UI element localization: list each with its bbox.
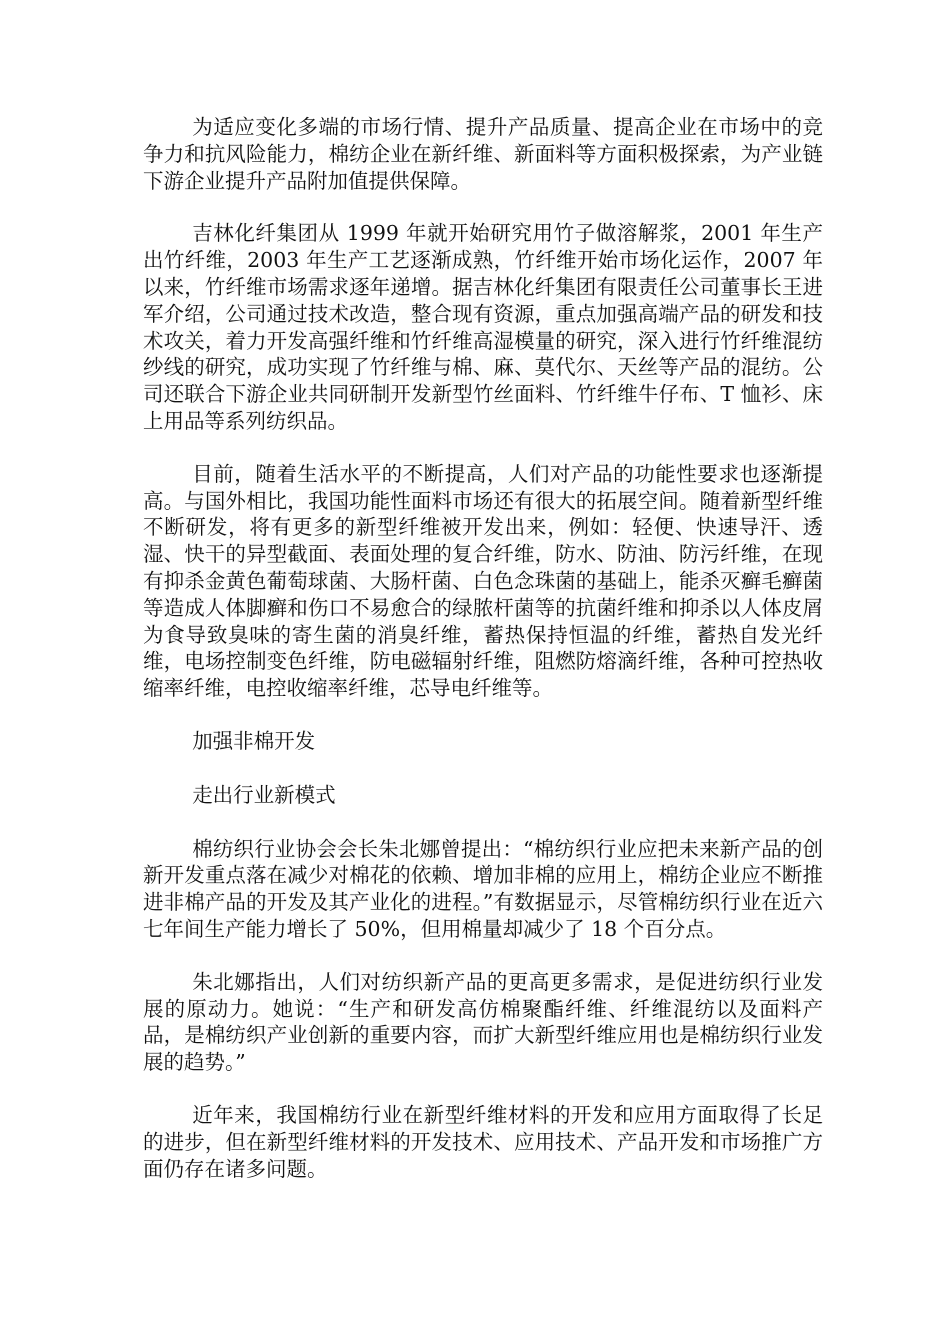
article-body: [143, 114, 823, 1182]
section-heading-new-model: 走出行业新模式: [192, 782, 336, 807]
paragraph-demand-driver: 朱北娜指出，人们对纺织新产品的更高更多需求，是促进纺织行业发展的原动力。她说：“生产和研发高仿棉聚酯纤维、纤维混纺以及面料产品，是棉纺织产业创新的重要内容，而扩大新型纤维应用也是棉纺织行业发展的趋势。”: [143, 969, 823, 1075]
paragraph-market-adaptation: 为适应变化多端的市场行情、提升产品质量、提高企业在市场中的竞争力和抗风险能力，棉纺企业在新纤维、新面料等方面积极探索，为产业链下游企业提升产品附加值提供保障。: [143, 115, 823, 193]
paragraph-association-statement: 棉纺织行业协会会长朱北娜曾提出：“棉纺织行业应把未来新产品的创新开发重点落在减少对棉花的依赖、增加非棉的应用上，棉纺企业应不断推进非棉产品的开发及其产业化的进程。”有数据显示，尽管棉纺织行业在近六七年间生产能力增长了 50%，但用棉量却减少了 18 个百分点。: [143, 836, 823, 941]
section-heading-non-cotton: 加强非棉开发: [192, 728, 316, 753]
paragraph-recent-progress: 近年来，我国棉纺行业在新型纤维材料的开发和应用方面取得了长足的进步，但在新型纤维材料的开发技术、应用技术、产品开发和市场推广方面仍存在诸多问题。: [143, 1102, 823, 1181]
paragraph-functional-fibers: 目前，随着生活水平的不断提高，人们对产品的功能性要求也逐渐提高。与国外相比，我国功能性面料市场还有很大的拓展空间。随着新型纤维不断研发，将有更多的新型纤维被开发出来，例如：轻便、快速导汗、透湿、快干的异型截面、表面处理的复合纤维，防水、防油、防污纤维，在现有抑杀金黄色葡萄球菌、大肠杆菌、白色念珠菌的基础上，能杀灭癣毛癣菌等造成人体脚癣和伤口不易愈合的绿脓杆菌等的抗菌纤维和抑杀以人体皮屑为食导致臭味的寄生菌的消臭纤维，蓄热保持恒温的纤维，蓄热自发光纤维，电场控制变色纤维，防电磁辐射纤维，阻燃防熔滴纤维，各种可控热收缩率纤维，电控收缩率纤维，芯导电纤维等。: [143, 461, 823, 701]
paragraph-jilin-bamboo-fiber: 吉林化纤集团从 1999 年就开始研究用竹子做溶解浆，2001 年生产出竹纤维，2003 年生产工艺逐渐成熟，竹纤维开始市场化运作，2007 年以来，竹纤维市场需求逐年递增。据吉林化纤集团有限责任公司董事长王进军介绍，公司通过技术改造，整合现有资源，重点加强高端产品的研发和技术攻关，着力开发高强纤维和竹纤维高湿模量的研究，深入进行竹纤维混纺纱线的研究，成功实现了竹纤维与棉、麻、莫代尔、天丝等产品的混纺。公司还联合下游企业共同研制开发新型竹丝面料、竹纤维牛仔布、T 恤衫、床上用品等系列纺织品。: [143, 221, 823, 433]
